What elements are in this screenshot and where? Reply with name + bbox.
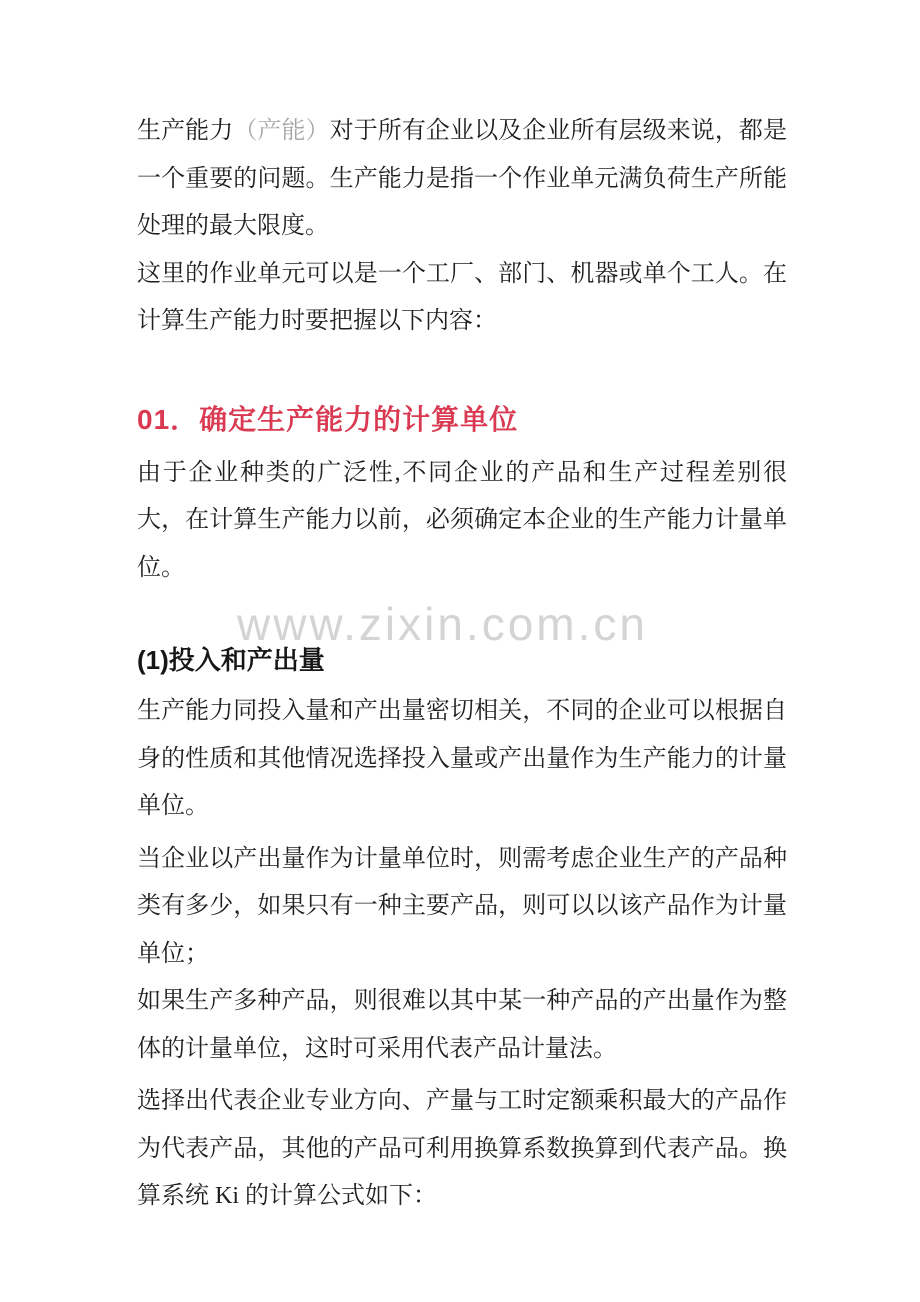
paragraph-output-as-unit: 当企业以产出量作为计量单位时，则需考虑企业生产的产品种类有多少，如果只有一种主要产品，则可以以该产品作为计量单位； bbox=[137, 845, 787, 967]
subsection-heading-input-output: (1)投入和产出量 bbox=[137, 645, 325, 675]
intro-run-normal-2: 对于所有企业以及企业所有层级来说，都是一个重要的问题。生产能力是指一个作业单元满负荷生产所能处理的最大限度。 bbox=[137, 118, 788, 239]
paragraph-work-unit-scope: 这里的作业单元可以是一个工厂、部门、机器或单个工人。在计算生产能力时要把握以下内容： bbox=[137, 260, 787, 334]
paragraph-capacity-intro bbox=[137, 108, 787, 251]
paragraph-input-output-relation: 生产能力同投入量和产出量密切相关，不同的企业可以根据自身的性质和其他情况选择投入量或产出量作为生产能力的计量单位。 bbox=[137, 698, 787, 819]
paragraph-representative-product: 选择出代表企业专业方向、产量与工时定额乘积最大的产品作为代表产品，其他的产品可利用换算系数换算到代表产品。换算系统 Ki 的计算公式如下： bbox=[137, 1088, 787, 1209]
section-heading-01-calc-unit: 01．确定生产能力的计算单位 bbox=[137, 403, 519, 435]
paragraph-enterprise-variety: 由于企业种类的广泛性,不同企业的产品和生产过程差别很大，在计算生产能力以前，必须确定本企业的生产能力计量单位。 bbox=[137, 459, 787, 581]
intro-run-normal-1: 生产能力 bbox=[137, 118, 234, 144]
watermark-text: www.zixin.com.cn bbox=[237, 598, 648, 650]
paragraph-multi-product-case: 如果生产多种产品，则很难以其中某一种产品的产出量作为整体的计量单位，这时可采用代表产品计量法。 bbox=[137, 988, 787, 1062]
intro-run-muted-channeng: （产能） bbox=[233, 118, 330, 144]
